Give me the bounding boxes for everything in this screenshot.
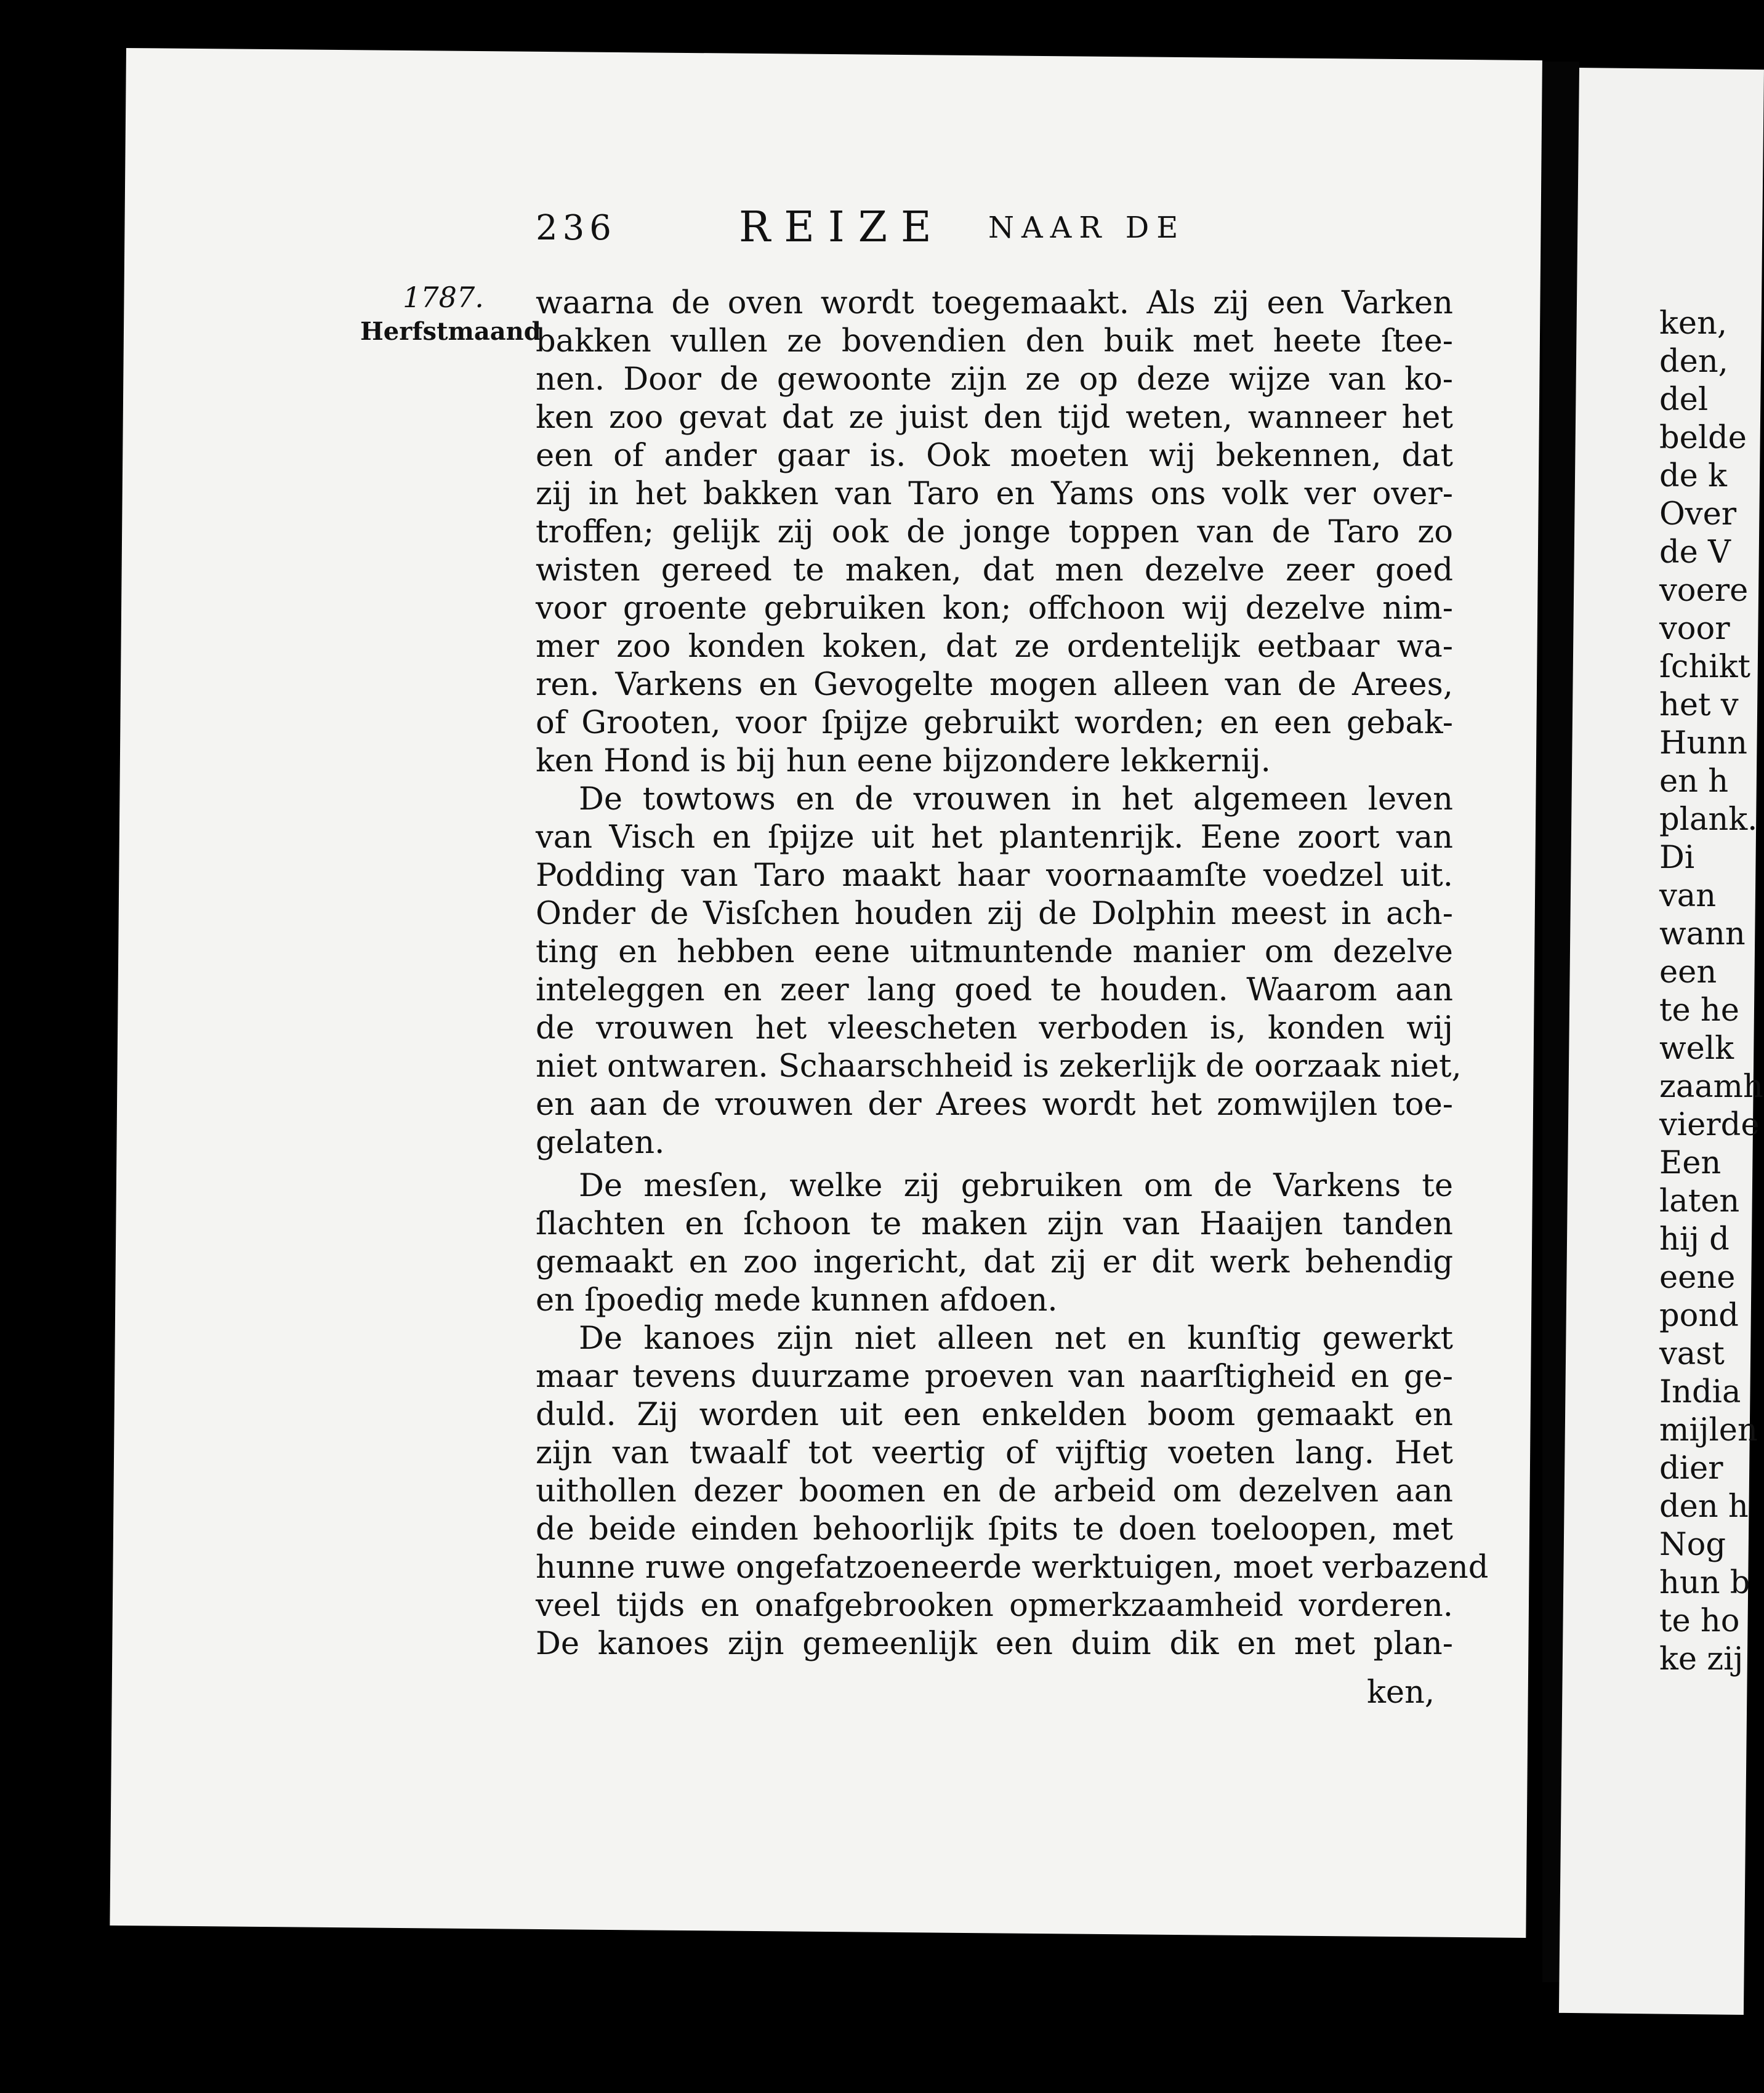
- text-line: de beide einden behoorlijk ſpits te doen toeloopen, met: [536, 1511, 1453, 1548]
- text-fragment: hun b: [1659, 1565, 1750, 1601]
- text-line: De kanoes zijn gemeenlijk een duim dik en met plan-: [536, 1626, 1453, 1662]
- text-fragment: wann: [1659, 916, 1746, 952]
- text-line: zij in het bakken van Taro en Yams ons volk ver over-: [536, 476, 1453, 512]
- text-line: ſlachten en ſchoon te maken zijn van Haaijen tanden: [536, 1206, 1453, 1242]
- text-fragment: Di: [1659, 840, 1695, 876]
- text-fragment: Nog: [1659, 1527, 1726, 1563]
- text-fragment: Hunn: [1659, 725, 1748, 761]
- text-fragment: India: [1659, 1374, 1741, 1410]
- text-fragment: ke zij: [1659, 1641, 1744, 1677]
- text-line: of Grooten, voor ſpijze gebruikt worden; en een gebak-: [536, 705, 1453, 741]
- text-line: gelaten.: [536, 1125, 665, 1161]
- text-fragment: plank.: [1659, 801, 1758, 838]
- text-line: De kanoes zijn niet alleen net en kunſtig gewerkt: [579, 1320, 1453, 1357]
- text-fragment: pond: [1659, 1298, 1739, 1334]
- text-fragment: belde: [1659, 420, 1747, 456]
- text-fragment: mijlen: [1659, 1412, 1758, 1448]
- text-fragment: del: [1659, 382, 1709, 418]
- running-title: REIZE: [739, 203, 945, 252]
- text-fragment: eene: [1659, 1259, 1736, 1296]
- text-fragment: hij d: [1659, 1221, 1730, 1258]
- text-line: bakken vullen ze bovendien den buik met heete ſtee-: [536, 323, 1453, 360]
- text-line: voor groente gebruiken kon; offchoon wij dezelve nim-: [536, 590, 1453, 627]
- text-line: duld. Zij worden uit een enkelden boom gemaakt en: [536, 1397, 1453, 1433]
- text-fragment: de V: [1659, 534, 1731, 571]
- text-fragment: den,: [1659, 343, 1728, 380]
- text-line: van Visch en ſpijze uit het plantenrijk. Eene zoort van: [536, 819, 1453, 856]
- text-fragment: te he: [1659, 992, 1739, 1029]
- right-page-text: [1659, 305, 1763, 1679]
- text-line: wisten gereed te maken, dat men dezelve zeer goed: [536, 552, 1453, 589]
- text-line: uithollen dezer boomen en de arbeid om dezelven aan: [536, 1473, 1453, 1509]
- margin-month: Herfstmaand: [360, 317, 541, 346]
- text-line: de vrouwen het vleescheten verboden is, konden wij: [536, 1010, 1453, 1046]
- text-fragment: vierde: [1659, 1107, 1760, 1143]
- text-line: troffen; gelijk zij ook de jonge toppen van de Taro zo: [536, 514, 1453, 550]
- text-line: Podding van Taro maakt haar voornaamſte voedzel uit.: [536, 858, 1453, 894]
- text-fragment: de k: [1659, 458, 1727, 494]
- text-line: en ſpoedig mede kunnen afdoen.: [536, 1282, 1058, 1319]
- text-line: nen. Door de gewoonte zijn ze op deze wijze van ko-: [536, 361, 1453, 398]
- text-fragment: en h: [1659, 763, 1729, 800]
- text-fragment: van: [1659, 878, 1717, 914]
- text-line: zijn van twaalf tot veertig of vijftig voeten lang. Het: [536, 1435, 1453, 1471]
- text-fragment: den h: [1659, 1488, 1749, 1525]
- text-line: inteleggen en zeer lang goed te houden. Waarom aan: [536, 972, 1453, 1008]
- margin-note: [360, 280, 541, 349]
- running-header: [536, 203, 1244, 265]
- text-line: gemaakt en zoo ingericht, dat zij er dit werk behendig: [536, 1244, 1453, 1280]
- text-line: De mesſen, welke zij gebruiken om de Varkens te: [579, 1168, 1453, 1204]
- running-subtitle: NAAR DE: [988, 211, 1186, 245]
- text-line: mer zoo konden koken, dat ze ordentelijk eetbaar wa-: [536, 629, 1453, 665]
- text-line: en aan de vrouwen der Arees wordt het zomwijlen toe-: [536, 1087, 1453, 1123]
- text-fragment: een: [1659, 954, 1717, 990]
- text-line: waarna de oven wordt toegemaakt. Als zij een Varken: [536, 285, 1453, 321]
- page-number: 236: [536, 208, 616, 248]
- text-line: De towtows en de vrouwen in het algemeen leven: [579, 781, 1453, 818]
- text-line: niet ontwaren. Schaarschheid is zekerlijk de oorzaak niet,: [536, 1048, 1462, 1085]
- text-line: maar tevens duurzame proeven van naarſtigheid en ge-: [536, 1359, 1453, 1395]
- text-fragment: Over: [1659, 496, 1737, 532]
- text-line: ting en hebben eene uitmuntende manier om dezelve: [536, 934, 1453, 970]
- text-line: veel tijds en onafgebrooken opmerkzaamheid vorderen.: [536, 1588, 1453, 1624]
- text-fragment: laten: [1659, 1183, 1740, 1219]
- text-fragment: voere: [1659, 572, 1749, 609]
- margin-year: 1787.: [403, 281, 484, 314]
- text-line: ren. Varkens en Gevogelte mogen alleen van de Arees,: [536, 667, 1453, 703]
- text-fragment: het v: [1659, 687, 1739, 723]
- text-fragment: Een: [1659, 1145, 1722, 1181]
- text-fragment: ken,: [1659, 305, 1728, 342]
- text-fragment: dier: [1659, 1450, 1723, 1487]
- text-fragment: ſchikt: [1659, 649, 1750, 685]
- text-fragment: welk: [1659, 1030, 1734, 1067]
- text-fragment: zaamh: [1659, 1069, 1763, 1105]
- text-line: ken zoo gevat dat ze juist den tijd weten, wanneer het: [536, 400, 1453, 436]
- text-fragment: voor: [1659, 611, 1730, 647]
- text-fragment: te ho: [1659, 1603, 1740, 1639]
- text-fragment: vast: [1659, 1336, 1725, 1372]
- text-line: Onder de Visſchen houden zij de Dolphin meest in ach-: [536, 896, 1453, 932]
- text-line: ken Hond is bij hun eene bijzondere lekkernij.: [536, 743, 1271, 779]
- catchword: ken,: [1367, 1674, 1435, 1711]
- text-line: een of ander gaar is. Ook moeten wij bekennen, dat: [536, 438, 1453, 474]
- body-text: [536, 284, 1489, 1663]
- text-line: hunne ruwe ongefatzoeneerde werktuigen, moet verbazend: [536, 1549, 1489, 1586]
